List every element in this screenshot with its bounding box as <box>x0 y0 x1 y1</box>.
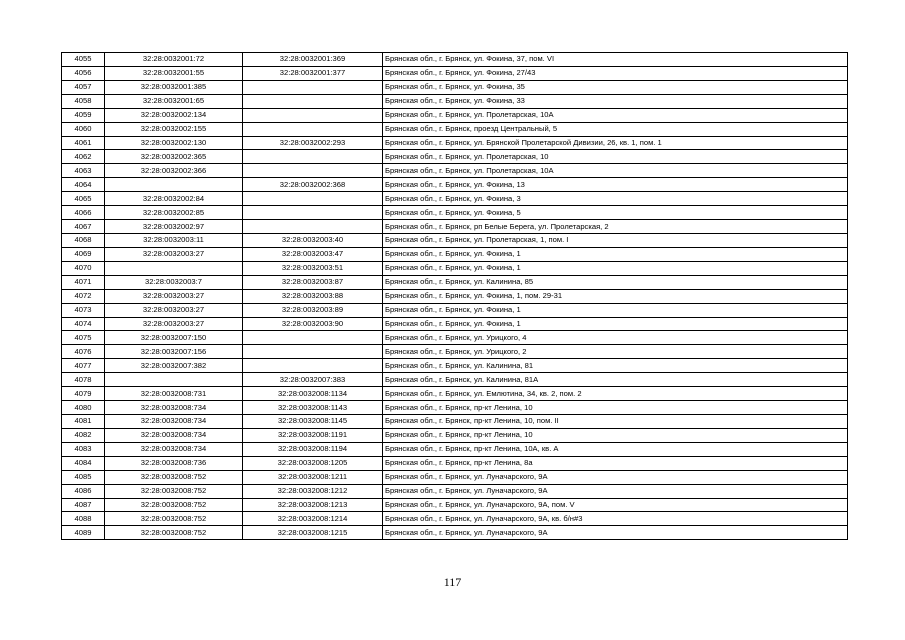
related-cadastral-number-cell <box>243 108 383 122</box>
cadastral-number-cell: 32:28:0032008:736 <box>105 456 243 470</box>
address-cell: Брянская обл., г. Брянск, пр-кт Ленина, 10 <box>383 401 848 415</box>
table-row <box>62 247 848 261</box>
cadastral-number-cell: 32:28:0032008:752 <box>105 526 243 540</box>
row-number-cell: 4088 <box>62 512 105 526</box>
cadastral-number-cell: 32:28:0032002:366 <box>105 164 243 178</box>
cadastral-number-cell: 32:28:0032002:84 <box>105 192 243 206</box>
related-cadastral-number-cell <box>243 80 383 94</box>
related-cadastral-number-cell: 32:28:0032003:89 <box>243 303 383 317</box>
table-row <box>62 401 848 415</box>
row-number-cell: 4070 <box>62 261 105 275</box>
table-row <box>62 233 848 247</box>
row-number-cell: 4071 <box>62 275 105 289</box>
table-row <box>62 192 848 206</box>
address-cell: Брянская обл., г. Брянск, ул. Емлютина, 34, кв. 2, пом. 2 <box>383 387 848 401</box>
address-cell: Брянская обл., г. Брянск, ул. Фокина, 27/43 <box>383 66 848 80</box>
cadastral-number-cell: 32:28:0032008:734 <box>105 442 243 456</box>
related-cadastral-number-cell <box>243 94 383 108</box>
table-row <box>62 164 848 178</box>
table-row <box>62 122 848 136</box>
address-cell: Брянская обл., г. Брянск, ул. Фокина, 13 <box>383 178 848 192</box>
row-number-cell: 4076 <box>62 345 105 359</box>
cadastral-number-cell: 32:28:0032008:752 <box>105 498 243 512</box>
related-cadastral-number-cell: 32:28:0032008:1211 <box>243 470 383 484</box>
related-cadastral-number-cell: 32:28:0032001:377 <box>243 66 383 80</box>
table-row <box>62 484 848 498</box>
related-cadastral-number-cell: 32:28:0032008:1215 <box>243 526 383 540</box>
cadastral-number-cell: 32:28:0032008:734 <box>105 401 243 415</box>
cadastral-number-cell: 32:28:0032001:55 <box>105 66 243 80</box>
cadastral-number-cell: 32:28:0032002:130 <box>105 136 243 150</box>
address-cell: Брянская обл., г. Брянск, ул. Фокина, 3 <box>383 192 848 206</box>
table-row <box>62 359 848 373</box>
table-row <box>62 512 848 526</box>
cadastral-number-cell: 32:28:0032007:156 <box>105 345 243 359</box>
table-row <box>62 178 848 192</box>
table-row <box>62 220 848 234</box>
cadastral-number-cell: 32:28:0032007:382 <box>105 359 243 373</box>
row-number-cell: 4058 <box>62 94 105 108</box>
table-row <box>62 442 848 456</box>
related-cadastral-number-cell <box>243 345 383 359</box>
related-cadastral-number-cell: 32:28:0032001:369 <box>243 53 383 67</box>
related-cadastral-number-cell <box>243 164 383 178</box>
address-cell: Брянская обл., г. Брянск, ул. Пролетарская, 1, пом. I <box>383 233 848 247</box>
row-number-cell: 4072 <box>62 289 105 303</box>
row-number-cell: 4079 <box>62 387 105 401</box>
related-cadastral-number-cell: 32:28:0032003:40 <box>243 233 383 247</box>
cadastral-number-cell: 32:28:0032008:734 <box>105 428 243 442</box>
address-cell: Брянская обл., г. Брянск, ул. Фокина, 37, пом. VI <box>383 53 848 67</box>
related-cadastral-number-cell: 32:28:0032003:51 <box>243 261 383 275</box>
cadastral-number-cell: 32:28:0032002:85 <box>105 206 243 220</box>
row-number-cell: 4073 <box>62 303 105 317</box>
row-number-cell: 4065 <box>62 192 105 206</box>
row-number-cell: 4063 <box>62 164 105 178</box>
row-number-cell: 4075 <box>62 331 105 345</box>
cadastral-number-cell <box>105 373 243 387</box>
address-cell: Брянская обл., г. Брянск, ул. Луначарского, 9А <box>383 526 848 540</box>
related-cadastral-number-cell: 32:28:0032003:47 <box>243 247 383 261</box>
related-cadastral-number-cell <box>243 192 383 206</box>
table-row <box>62 94 848 108</box>
address-cell: Брянская обл., г. Брянск, ул. Фокина, 33 <box>383 94 848 108</box>
address-cell: Брянская обл., г. Брянск, ул. Калинина, 81 <box>383 359 848 373</box>
related-cadastral-number-cell: 32:28:0032003:88 <box>243 289 383 303</box>
related-cadastral-number-cell <box>243 220 383 234</box>
row-number-cell: 4067 <box>62 220 105 234</box>
table-body <box>62 53 848 540</box>
table-row <box>62 136 848 150</box>
row-number-cell: 4086 <box>62 484 105 498</box>
address-cell: Брянская обл., г. Брянск, ул. Фокина, 35 <box>383 80 848 94</box>
table-row <box>62 373 848 387</box>
address-cell: Брянская обл., г. Брянск, ул. Фокина, 5 <box>383 206 848 220</box>
table-row <box>62 80 848 94</box>
address-cell: Брянская обл., г. Брянск, ул. Фокина, 1 <box>383 303 848 317</box>
row-number-cell: 4074 <box>62 317 105 331</box>
row-number-cell: 4057 <box>62 80 105 94</box>
related-cadastral-number-cell: 32:28:0032008:1145 <box>243 414 383 428</box>
cadastral-number-cell: 32:28:0032003:27 <box>105 317 243 331</box>
cadastral-number-cell: 32:28:0032001:72 <box>105 53 243 67</box>
address-cell: Брянская обл., г. Брянск, ул. Урицкого, 2 <box>383 345 848 359</box>
related-cadastral-number-cell: 32:28:0032008:1205 <box>243 456 383 470</box>
related-cadastral-number-cell: 32:28:0032008:1191 <box>243 428 383 442</box>
address-cell: Брянская обл., г. Брянск, ул. Урицкого, 4 <box>383 331 848 345</box>
row-number-cell: 4061 <box>62 136 105 150</box>
related-cadastral-number-cell <box>243 122 383 136</box>
table-row <box>62 498 848 512</box>
table-row <box>62 289 848 303</box>
cadastral-number-cell: 32:28:0032008:752 <box>105 470 243 484</box>
row-number-cell: 4080 <box>62 401 105 415</box>
address-cell: Брянская обл., г. Брянск, пр-кт Ленина, 10А, кв. А <box>383 442 848 456</box>
address-cell: Брянская обл., г. Брянск, ул. Калинина, 85 <box>383 275 848 289</box>
row-number-cell: 4077 <box>62 359 105 373</box>
cadastral-number-cell: 32:28:0032008:752 <box>105 512 243 526</box>
row-number-cell: 4056 <box>62 66 105 80</box>
table-row <box>62 470 848 484</box>
cadastral-number-cell: 32:28:0032003:27 <box>105 247 243 261</box>
cadastral-number-cell: 32:28:0032003:7 <box>105 275 243 289</box>
related-cadastral-number-cell <box>243 206 383 220</box>
cadastral-number-cell: 32:28:0032002:97 <box>105 220 243 234</box>
address-cell: Брянская обл., г. Брянск, ул. Пролетарская, 10 <box>383 150 848 164</box>
address-cell: Брянская обл., г. Брянск, рп Белые Берега, ул. Пролетарская, 2 <box>383 220 848 234</box>
table-row <box>62 206 848 220</box>
row-number-cell: 4083 <box>62 442 105 456</box>
address-cell: Брянская обл., г. Брянск, ул. Фокина, 1, пом. 29-31 <box>383 289 848 303</box>
related-cadastral-number-cell <box>243 150 383 164</box>
row-number-cell: 4078 <box>62 373 105 387</box>
related-cadastral-number-cell: 32:28:0032008:1194 <box>243 442 383 456</box>
address-cell: Брянская обл., г. Брянск, ул. Пролетарская, 10А <box>383 164 848 178</box>
related-cadastral-number-cell: 32:28:0032008:1214 <box>243 512 383 526</box>
related-cadastral-number-cell <box>243 331 383 345</box>
cadastral-table <box>61 52 848 540</box>
row-number-cell: 4081 <box>62 414 105 428</box>
row-number-cell: 4069 <box>62 247 105 261</box>
table-row <box>62 66 848 80</box>
row-number-cell: 4059 <box>62 108 105 122</box>
table-row <box>62 150 848 164</box>
address-cell: Брянская обл., г. Брянск, ул. Луначарского, 9А, кв. б/н#3 <box>383 512 848 526</box>
row-number-cell: 4060 <box>62 122 105 136</box>
related-cadastral-number-cell: 32:28:0032008:1143 <box>243 401 383 415</box>
address-cell: Брянская обл., г. Брянск, ул. Луначарского, 9А <box>383 470 848 484</box>
address-cell: Брянская обл., г. Брянск, проезд Центральный, 5 <box>383 122 848 136</box>
cadastral-number-cell: 32:28:0032002:155 <box>105 122 243 136</box>
related-cadastral-number-cell: 32:28:0032002:368 <box>243 178 383 192</box>
row-number-cell: 4082 <box>62 428 105 442</box>
cadastral-number-cell: 32:28:0032003:11 <box>105 233 243 247</box>
related-cadastral-number-cell: 32:28:0032003:90 <box>243 317 383 331</box>
cadastral-number-cell: 32:28:0032001:65 <box>105 94 243 108</box>
address-cell: Брянская обл., г. Брянск, ул. Луначарского, 9А, пом. V <box>383 498 848 512</box>
cadastral-number-cell: 32:28:0032007:150 <box>105 331 243 345</box>
address-cell: Брянская обл., г. Брянск, пр-кт Ленина, 10, пом. II <box>383 414 848 428</box>
table-row <box>62 331 848 345</box>
address-cell: Брянская обл., г. Брянск, ул. Фокина, 1 <box>383 261 848 275</box>
related-cadastral-number-cell: 32:28:0032007:383 <box>243 373 383 387</box>
table-row <box>62 345 848 359</box>
cadastral-number-cell: 32:28:0032008:734 <box>105 414 243 428</box>
table-row <box>62 387 848 401</box>
address-cell: Брянская обл., г. Брянск, ул. Калинина, 81А <box>383 373 848 387</box>
address-cell: Брянская обл., г. Брянск, пр-кт Ленина, 10 <box>383 428 848 442</box>
address-cell: Брянская обл., г. Брянск, пр-кт Ленина, 8а <box>383 456 848 470</box>
related-cadastral-number-cell: 32:28:0032008:1134 <box>243 387 383 401</box>
table-row <box>62 303 848 317</box>
cadastral-number-cell: 32:28:0032001:385 <box>105 80 243 94</box>
table-row <box>62 317 848 331</box>
cadastral-number-cell: 32:28:0032003:27 <box>105 289 243 303</box>
row-number-cell: 4089 <box>62 526 105 540</box>
cadastral-number-cell <box>105 178 243 192</box>
related-cadastral-number-cell: 32:28:0032002:293 <box>243 136 383 150</box>
address-cell: Брянская обл., г. Брянск, ул. Пролетарская, 10А <box>383 108 848 122</box>
cadastral-number-cell: 32:28:0032003:27 <box>105 303 243 317</box>
table-row <box>62 108 848 122</box>
row-number-cell: 4087 <box>62 498 105 512</box>
address-cell: Брянская обл., г. Брянск, ул. Фокина, 1 <box>383 317 848 331</box>
related-cadastral-number-cell: 32:28:0032008:1213 <box>243 498 383 512</box>
table-row <box>62 526 848 540</box>
related-cadastral-number-cell <box>243 359 383 373</box>
cadastral-number-cell: 32:28:0032002:365 <box>105 150 243 164</box>
table-row <box>62 428 848 442</box>
cadastral-number-cell <box>105 261 243 275</box>
row-number-cell: 4066 <box>62 206 105 220</box>
table-row <box>62 261 848 275</box>
cadastral-number-cell: 32:28:0032002:134 <box>105 108 243 122</box>
cadastral-number-cell: 32:28:0032008:731 <box>105 387 243 401</box>
row-number-cell: 4062 <box>62 150 105 164</box>
table-row <box>62 414 848 428</box>
related-cadastral-number-cell: 32:28:0032008:1212 <box>243 484 383 498</box>
row-number-cell: 4055 <box>62 53 105 67</box>
row-number-cell: 4085 <box>62 470 105 484</box>
table-row <box>62 275 848 289</box>
related-cadastral-number-cell: 32:28:0032003:87 <box>243 275 383 289</box>
address-cell: Брянская обл., г. Брянск, ул. Брянской Пролетарской Дивизии, 26, кв. 1, пом. 1 <box>383 136 848 150</box>
row-number-cell: 4064 <box>62 178 105 192</box>
cadastral-number-cell: 32:28:0032008:752 <box>105 484 243 498</box>
row-number-cell: 4084 <box>62 456 105 470</box>
address-cell: Брянская обл., г. Брянск, ул. Луначарского, 9А <box>383 484 848 498</box>
row-number-cell: 4068 <box>62 233 105 247</box>
table-row <box>62 53 848 67</box>
address-cell: Брянская обл., г. Брянск, ул. Фокина, 1 <box>383 247 848 261</box>
page-number: 117 <box>443 575 462 589</box>
table-row <box>62 456 848 470</box>
